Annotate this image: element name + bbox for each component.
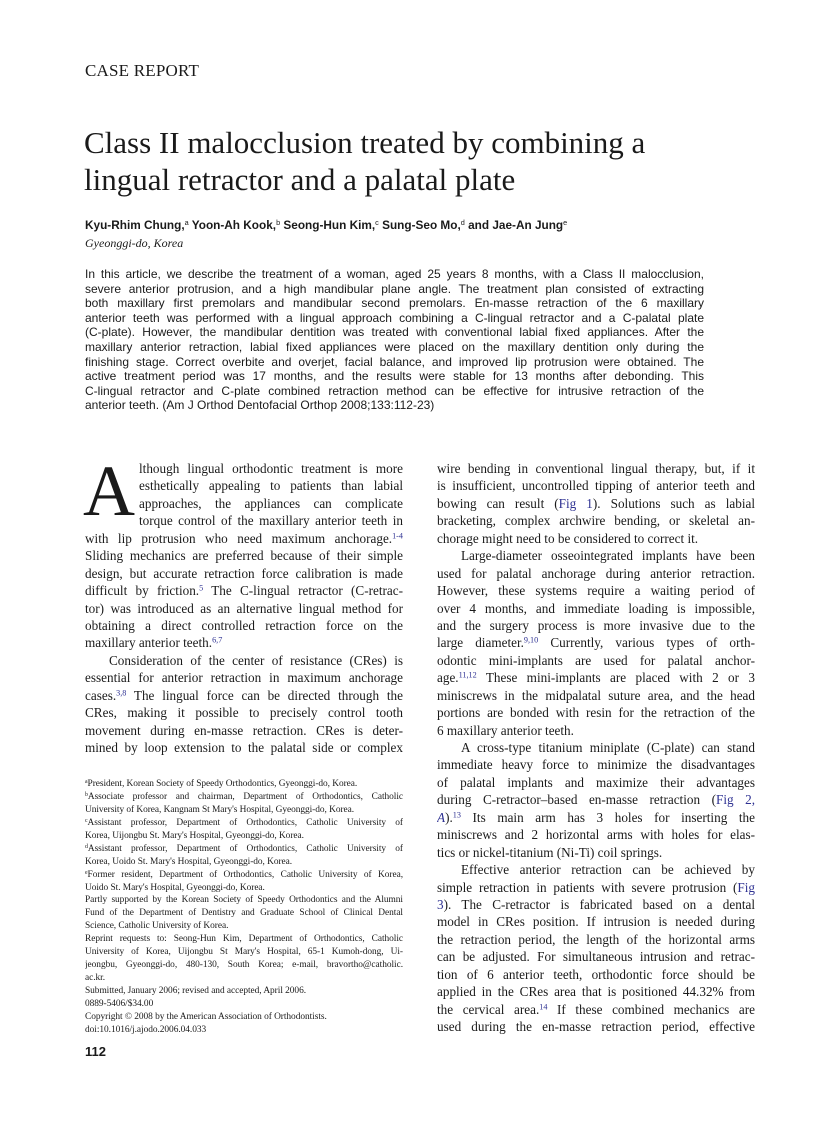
author-name: Sung-Seo Mo,: [382, 218, 461, 232]
text-line: [437, 530, 755, 547]
text-line: [85, 933, 403, 946]
text-run: wire bending in conventional lingual therapy, but, if it: [437, 461, 755, 476]
paragraph: [85, 1011, 403, 1024]
text-line: [85, 530, 403, 547]
article-title: [84, 124, 784, 198]
text-run: In this article, we describe the treatment of a woman, aged 25 years 8 months, with a Class II malocclusion,: [85, 267, 704, 281]
paragraph: [85, 817, 403, 843]
text-line: [85, 843, 403, 856]
text-line: [85, 282, 704, 297]
author-name: Yoon-Ah Kook,: [191, 218, 277, 232]
text-line: [139, 477, 403, 494]
text-run: movement during en-masse retraction. CRes is deter-: [85, 722, 403, 738]
reference-superscript: 11,12: [458, 670, 477, 680]
text-run: A cross-type titanium miniplate (C-plate) can stand: [461, 740, 755, 755]
text-line: [437, 704, 755, 721]
text-line: [85, 634, 403, 651]
paragraph: [85, 791, 403, 817]
text-run: maxillary anterior teeth.: [85, 635, 213, 651]
drop-cap: A: [83, 451, 135, 531]
text-run: portions are bonded with resin for the retraction of the: [437, 705, 755, 721]
text-line: [437, 617, 755, 634]
reference-superscript: 6,7: [212, 635, 223, 645]
text-run: essential for anterior retraction in maximum anchorage: [85, 670, 403, 686]
text-run: Uoido St. Mary's Hospital, Gyeonggi-do, Korea.: [85, 882, 265, 893]
author-list: [85, 218, 567, 232]
paragraph: [85, 985, 403, 998]
text-line: [85, 582, 403, 599]
text-line: [85, 830, 403, 843]
section-label: CASE REPORT: [85, 61, 200, 80]
text-line: [85, 296, 704, 311]
text-line: [85, 355, 704, 370]
body-column-right: [437, 460, 755, 1035]
text-line: [139, 460, 403, 477]
paragraph: [85, 267, 704, 413]
text-line: [437, 756, 755, 773]
text-line: [85, 985, 403, 998]
text-line: [437, 791, 755, 808]
text-line: [437, 477, 755, 494]
text-line: [437, 547, 755, 564]
text-line: [85, 565, 403, 582]
text-run: tics or nickel-titanium (Ni-Ti) coil springs.: [437, 844, 663, 860]
author-name: Kyu-Rhim Chung,: [85, 218, 185, 232]
text-run: lthough lingual orthodontic treatment is more: [139, 461, 403, 476]
text-run: both maxillary first premolars and mandibular second premolars. En-masse retraction of the 6 maxillary: [85, 296, 704, 311]
text-run: Science, Catholic University of Korea.: [85, 921, 229, 932]
text-run: severe anterior protrusion, and a high mandibular plane angle. The treatment plan consisted of extracting: [85, 281, 704, 296]
text-line: [85, 325, 704, 340]
text-line: [85, 369, 704, 384]
text-line: [139, 512, 403, 529]
body-column-left: [83, 451, 403, 756]
reference-superscript: 14: [539, 1002, 548, 1012]
paragraph: [83, 451, 403, 652]
text-run: chorage might need to be considered to correct it.: [437, 530, 699, 546]
text-run: and the surgery process is more invasive due to the: [437, 617, 755, 633]
text-line: [437, 739, 755, 756]
text-run: President, Korean Society of Speedy Orthodontics, Gyeonggi-do, Korea.: [87, 779, 358, 789]
text-run: cases.: [85, 687, 117, 703]
text-run: Copyright © 2008 by the American Association of Orthodontists.: [85, 1011, 327, 1022]
text-run: However, these systems require a waiting period of: [437, 583, 755, 599]
reference-superscript: c: [85, 817, 88, 824]
text-run: 6 maxillary anterior teeth.: [437, 722, 574, 738]
text-line: [437, 774, 755, 791]
text-run: Fund of the Department of Dentistry and Graduate School of Clinical Dental: [85, 908, 403, 919]
text-line: [85, 384, 704, 399]
text-run: torque control of the maxillary anterior teeth in: [139, 513, 403, 529]
text-run: Consideration of the center of resistance (CRes) is: [109, 652, 403, 668]
text-run: age.: [437, 670, 459, 686]
text-line: [437, 460, 755, 477]
text-line: [437, 879, 755, 896]
author-name: Seong-Hun Kim,: [283, 218, 376, 232]
paragraph: [85, 1024, 403, 1037]
text-line: [85, 669, 403, 686]
figure-link[interactable]: Fig 1: [558, 495, 593, 511]
text-run: Former resident, Department of Orthodontics, Catholic University of Korea,: [87, 869, 403, 880]
text-line: [85, 687, 403, 704]
text-run: These mini-implants are placed with 2 or 3: [476, 670, 755, 686]
title-line: Class II malocclusion treated by combining a: [84, 125, 646, 160]
text-run: tion of 6 anterior teeth, orthodontic force should be: [437, 966, 755, 982]
paragraph: [437, 460, 755, 547]
text-run: approaches, the appliances can complicate: [139, 495, 403, 511]
text-run: is insufficient, uncontrolled tipping of anterior teeth and: [437, 478, 755, 494]
text-run: The C-lingual retractor (C-retrac-: [203, 583, 403, 599]
text-run: 0889-5406/$34.00: [85, 998, 154, 1009]
paragraph: [85, 894, 403, 933]
text-run: Partly supported by the Korean Society of Speedy Orthodontics and the Alumni: [85, 895, 403, 906]
text-line: [85, 972, 403, 985]
text-run: tor) was introduced as an alternative lingual method for: [85, 600, 403, 616]
reference-superscript: 13: [452, 810, 461, 820]
text-line: [85, 778, 403, 791]
text-line: [85, 946, 403, 959]
text-run: Sliding mechanics are preferred because of their simple: [85, 548, 403, 564]
text-run: anterior teeth was performed with a lingual approach combining a C-lingual retractor and a C-palatal plate: [85, 310, 704, 325]
text-line: [437, 913, 755, 930]
reference-superscript: 1-4: [392, 531, 403, 541]
paragraph: [85, 652, 403, 757]
text-run: difficult by friction.: [85, 583, 200, 599]
text-line: [85, 856, 403, 869]
author-affiliation-mark: b: [276, 217, 281, 227]
text-run: finishing stage. Correct overbite and overjet, facial balance, and improved lip protrusion were obtained. The: [85, 354, 704, 369]
paragraph: [437, 547, 755, 739]
text-run: bracketing, complex archwire bending, or skeletal an-: [437, 513, 755, 529]
text-run: design, but accurate retraction force calibration is made: [85, 565, 403, 581]
text-line: [85, 1011, 403, 1024]
text-line: [437, 844, 755, 861]
text-line: [437, 652, 755, 669]
text-line: [437, 966, 755, 983]
text-run: Assistant professor, Department of Orthodontics, Catholic University of: [87, 843, 403, 854]
reference-superscript: b: [85, 791, 88, 798]
text-run: active treatment period was 17 months, and the results were stable for 13 months after debonding. This: [85, 369, 704, 384]
paragraph: [85, 843, 403, 869]
text-line: [437, 1018, 755, 1035]
text-run: Effective anterior retraction can be achieved by: [461, 862, 755, 878]
text-run: model in CRes position. If intrusion is needed during: [437, 914, 755, 930]
title-line: lingual retractor and a palatal plate: [84, 162, 516, 197]
text-run: Korea, Uijongbu St. Mary's Hospital, Gyeonggi-do, Korea.: [85, 830, 304, 841]
author-affiliation-mark: d: [460, 217, 465, 227]
paragraph: [85, 869, 403, 895]
text-run: If these combined mechanics are: [547, 1001, 755, 1017]
text-line: [437, 495, 755, 512]
figure-link[interactable]: Fig 2,: [716, 792, 755, 808]
text-line: [437, 861, 755, 878]
text-run: with lip protrusion who need maximum anchorage.: [85, 530, 393, 546]
text-run: over 4 months, and immediate loading is impossible,: [437, 600, 755, 616]
text-line: [437, 582, 755, 599]
text-run: miniscrews and 2 horizontal arms with holes for elas-: [437, 827, 755, 843]
text-run: obtaining a direct controlled retraction force on the: [85, 617, 403, 633]
reference-superscript: 3,8: [116, 688, 127, 698]
text-run: the cervical area.: [437, 1001, 540, 1017]
text-line: [437, 634, 755, 651]
text-line: [85, 907, 403, 920]
text-line: [85, 1024, 403, 1037]
paragraph: [85, 933, 403, 985]
text-line: [85, 882, 403, 895]
author-affiliation-mark: a: [184, 217, 189, 227]
text-run: Large-diameter osseointegrated implants have been: [461, 548, 755, 564]
text-run: Assistant professor, Department of Orthodontics, Catholic University of: [87, 817, 403, 828]
text-line: [437, 722, 755, 739]
text-line: [85, 267, 704, 282]
text-line: [85, 920, 403, 933]
paragraph: [85, 778, 403, 791]
text-run: ). Solutions such as labial: [592, 495, 755, 511]
text-line: [437, 669, 755, 686]
text-run: during C-retractor–based en-masse retraction (: [437, 792, 716, 808]
text-run: can be adjusted. For simultaneous intrusion and retrac-: [437, 949, 755, 965]
text-run: ). The C-retractor is fabricated based on a dental: [443, 896, 755, 912]
text-run: CRes, making it possible to precisely control tooth: [85, 705, 403, 721]
figure-link[interactable]: 3: [437, 896, 444, 912]
text-run: doi:10.1016/j.ajodo.2006.04.033: [85, 1024, 207, 1035]
text-line: [85, 894, 403, 907]
text-line: [85, 791, 403, 804]
text-line: [85, 547, 403, 564]
text-line: [85, 722, 403, 739]
text-line: [85, 617, 403, 634]
text-line: [437, 948, 755, 965]
text-run: used for palatal anchorage during anterior retraction.: [437, 565, 755, 581]
text-line: [437, 809, 755, 826]
text-run: simple retraction in patients with severe protrusion (: [437, 879, 738, 895]
text-line: [85, 398, 704, 413]
author-affiliation-mark: c: [375, 217, 379, 227]
text-line: [85, 311, 704, 326]
text-line: [85, 652, 403, 669]
text-run: the retraction period, the length of the horizontal arms: [437, 931, 755, 947]
paragraph: [437, 861, 755, 1035]
author-location: Gyeonggi-do, Korea: [85, 236, 184, 250]
text-line: [437, 687, 755, 704]
text-run: jeongbu, Gyeonggi-do, 480-130, South Korea; e-mail, bravortho@catholic.: [85, 960, 403, 971]
text-run: (C-plate). However, the mandibular dentition was treated with conventional labial fixed appliances. After the: [85, 325, 704, 340]
page-number: 112: [85, 1044, 106, 1059]
text-run: ac.kr.: [85, 973, 106, 984]
text-run: maxillary anterior retraction, labial fixed appliances were placed on the maxillary dentition only during the: [85, 339, 704, 354]
footnotes: [85, 778, 403, 1037]
text-run: bowing can result (: [437, 495, 559, 511]
text-line: [85, 804, 403, 817]
text-run: Reprint requests to: Seong-Hun Kim, Department of Orthodontics, Catholic: [85, 934, 403, 945]
text-run: ).: [445, 809, 453, 825]
text-run: miniscrews in the midpalatal suture area, and the head: [437, 687, 755, 703]
text-run: anterior teeth. (Am J Orthod Dentofacial Orthop 2008;133:112-23): [85, 398, 435, 413]
text-line: [85, 869, 403, 882]
text-run: Korea, Uoido St. Mary's Hospital, Gyeonggi-do, Korea.: [85, 856, 293, 867]
text-run: Its main arm has 3 holes for inserting the: [460, 809, 755, 825]
text-line: [139, 495, 403, 512]
text-line: [85, 739, 403, 756]
reference-superscript: 5: [199, 583, 204, 593]
figure-link[interactable]: Fig: [737, 879, 755, 895]
paragraph: [85, 998, 403, 1011]
reference-superscript: d: [85, 843, 88, 850]
text-line: [437, 1001, 755, 1018]
reference-superscript: a: [85, 778, 88, 785]
text-line: [437, 931, 755, 948]
text-line: [437, 896, 755, 913]
text-line: [437, 826, 755, 843]
text-run: of palatal implants and maximize their advantages: [437, 774, 755, 790]
author-affiliation-mark: e: [563, 217, 568, 227]
abstract: [85, 267, 704, 413]
text-run: The lingual force can be directed through the: [126, 687, 403, 703]
reference-superscript: 9,10: [523, 635, 539, 645]
text-run: Currently, various types of orth-: [538, 635, 755, 651]
author-name: and Jae-An Jung: [468, 218, 564, 232]
figure-link[interactable]: A: [437, 809, 446, 825]
reference-superscript: e: [85, 869, 88, 876]
text-line: [437, 565, 755, 582]
text-run: applied in the CRes area that is positioned 44.32% from: [437, 984, 755, 1000]
text-run: used during the en-masse retraction period, effective: [437, 1019, 755, 1034]
text-run: Submitted, January 2006; revised and accepted, April 2006.: [85, 986, 307, 996]
text-run: esthetically appealing to patients than labial: [139, 478, 403, 494]
text-line: [437, 600, 755, 617]
paragraph: [437, 739, 755, 861]
text-line: [85, 340, 704, 355]
text-run: immediate heavy force to minimize the disadvantages: [437, 757, 755, 773]
text-line: [85, 817, 403, 830]
text-run: University of Korea, Kangnam St Mary's Hospital, Gyeonggi-do, Korea.: [85, 804, 355, 815]
text-run: mined by loop extension to the palatal side or complex: [85, 740, 403, 755]
text-run: University of Korea, Uijongbu St Mary's Hospital, 65-1 Kumoh-dong, Ui-: [85, 947, 403, 958]
text-line: [85, 998, 403, 1011]
text-line: [85, 600, 403, 617]
text-run: large diameter.: [437, 635, 524, 651]
text-line: [437, 512, 755, 529]
text-line: [85, 704, 403, 721]
text-run: Associate professor and chairman, Department of Orthodontics, Catholic: [87, 791, 403, 802]
text-line: [85, 959, 403, 972]
text-run: odontic mini-implants are used for palatal anchor-: [437, 652, 755, 668]
text-line: [437, 983, 755, 1000]
text-run: C-lingual retractor and C-plate combined retraction method can be effective for intrusive retraction of the: [85, 383, 704, 398]
